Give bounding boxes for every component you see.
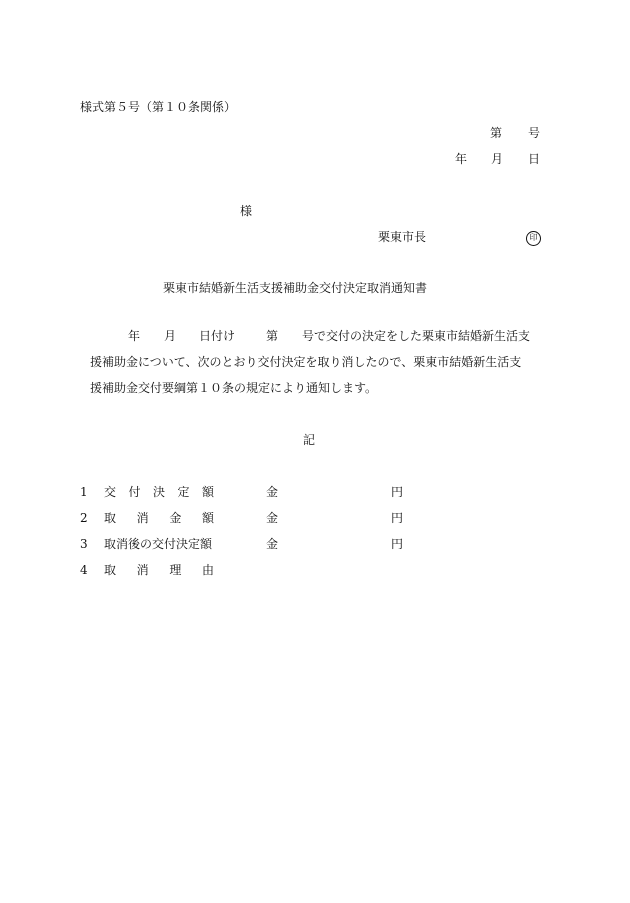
date-year: 年	[455, 152, 468, 166]
document-number-suffix: 号	[528, 126, 541, 140]
item-kin: 金	[266, 485, 279, 499]
item-label: 取消後の交付決定額	[104, 537, 213, 551]
item-number: 4	[80, 563, 88, 577]
body-year: 年	[128, 329, 141, 343]
document-title: 栗東市結婚新生活支援補助金交付決定取消通知書	[163, 281, 428, 295]
date-day: 日	[528, 152, 541, 166]
body-month: 月	[164, 329, 177, 343]
item-label: 取 消 金 額	[104, 511, 214, 525]
item-number: 2	[80, 511, 88, 525]
body-number-prefix: 第	[266, 329, 279, 343]
body-line2: 援補助金について、次のとおり交付決定を取り消したので、栗東市結婚新生活支	[90, 355, 522, 369]
item-kin: 金	[266, 537, 279, 551]
item-number: 1	[80, 485, 88, 499]
seal-icon: 印	[526, 231, 541, 246]
body-line3: 援補助金交付要綱第１０条の規定により通知します。	[90, 381, 378, 395]
sender-title: 栗東市長	[378, 230, 427, 244]
item-label: 取 消 理 由	[104, 563, 214, 577]
date-month: 月	[491, 152, 504, 166]
item-yen: 円	[391, 537, 404, 551]
body-line1-rest: 号で交付の決定をした栗東市結婚新生活支	[302, 329, 531, 343]
ki-heading: 記	[303, 433, 316, 447]
body-day-ref: 日付け	[199, 329, 236, 343]
item-yen: 円	[391, 485, 404, 499]
item-kin: 金	[266, 511, 279, 525]
addressee-suffix: 様	[240, 204, 253, 218]
item-number: 3	[80, 537, 88, 551]
item-yen: 円	[391, 511, 404, 525]
form-label: 様式第５号（第１０条関係）	[80, 100, 237, 114]
seal-mark	[526, 230, 541, 246]
document-number-prefix: 第	[490, 126, 503, 140]
item-label: 交 付 決 定 額	[104, 485, 214, 499]
